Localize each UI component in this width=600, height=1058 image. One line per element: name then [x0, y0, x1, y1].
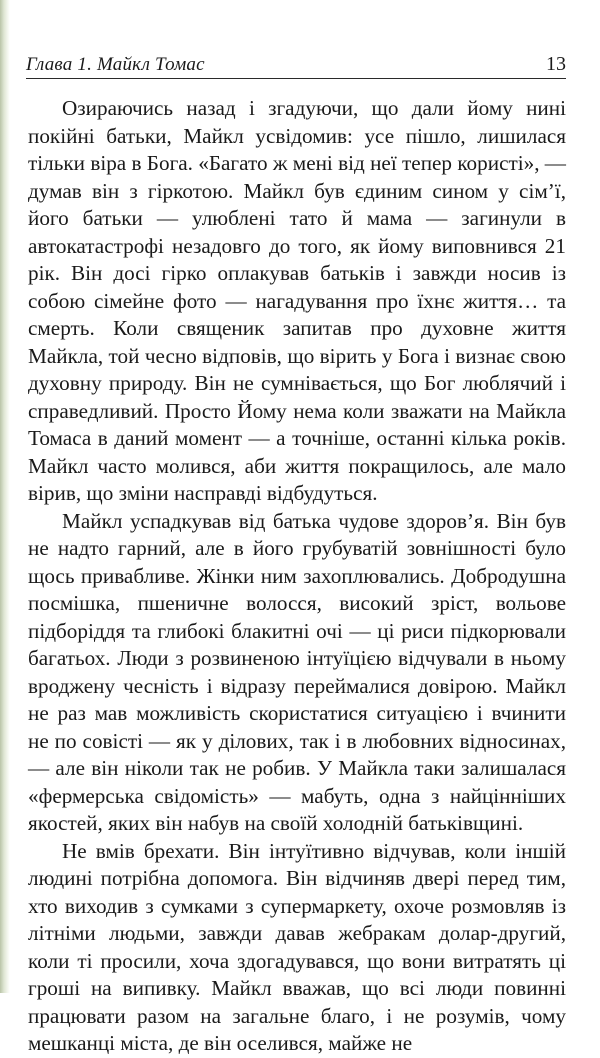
body-text [28, 95, 566, 1058]
running-head [26, 50, 566, 79]
paragraph-1: Озираючись назад і згадуючи, що дали йому нині покійні батьки, Майкл усвідомив: усе пішло, лишилася тільки віра в Бога. «Багато ж мені від неї тепер користі», — думав він з гіркотою. Майкл був єдиним сином у сім’ї, його батьки — улюблені тато й мама — загинули в автокатастрофі незадовго до того, як йому виповнився 21 рік. Він досі гірко оплакував батьків і завжди носив із собою сімейне фото — нагадування про їхнє життя… та смерть. Коли священик запитав про духовне життя Майкла, той чесно відповів, що вірить у Бога і визнає свою духовну природу. Він не сумнівається, що Бог люблячий і справедливий. Просто Йому нема коли зважати на Майкла Томаса в даний момент — а точніше, останні кілька років. Майкл часто молився, аби життя покращилось, але мало вірив, що зміни насправді відбудуться. [28, 96, 566, 505]
chapter-title: Глава 1. Майкл Томас [26, 54, 205, 75]
paragraph-2: Майкл успадкував від батька чудове здоров’я. Він був не надто гарний, але в його грубуватій зовнішності було щось привабливе. Жінки ним захоплювались. Добродушна посмішка, пшеничне волосся, високий зріст, вольове підборіддя та глибокі блакитні очі — ці риси підкорювали багатьох. Люди з розвиненою інтуїцією відчували в ньому вроджену чесність і відразу переймалися довірою. Майкл не раз мав можливість скористатися ситуацією і вчинити не по совісті — як у ділових, так і в любовних відносинах, — але він ніколи так не робив. У Майкла таки залишалася «фермерська свідомість» — мабуть, одна з найцінніших якостей, яких він набув на своїй холодній батьківщині. [28, 508, 566, 835]
paragraph-3: Не вмів брехати. Він інтуїтивно відчував, коли іншій людині потрібна допомога. Він відчиняв двері перед тим, хто виходив з сумками з супермаркету, охоче розмовляв із літніми людьми, завжди давав жебракам долар-другий, коли ті просили, хоча здогадувався, що вони витратять ці гроші на випивку. Майкл вважав, що всі люди повинні працювати разом на загальне благо, і не розумів, чому мешканці міста, де він оселився, майже не [28, 838, 566, 1055]
page-number: 13 [546, 53, 566, 75]
page-edge-shadow [0, 0, 10, 993]
